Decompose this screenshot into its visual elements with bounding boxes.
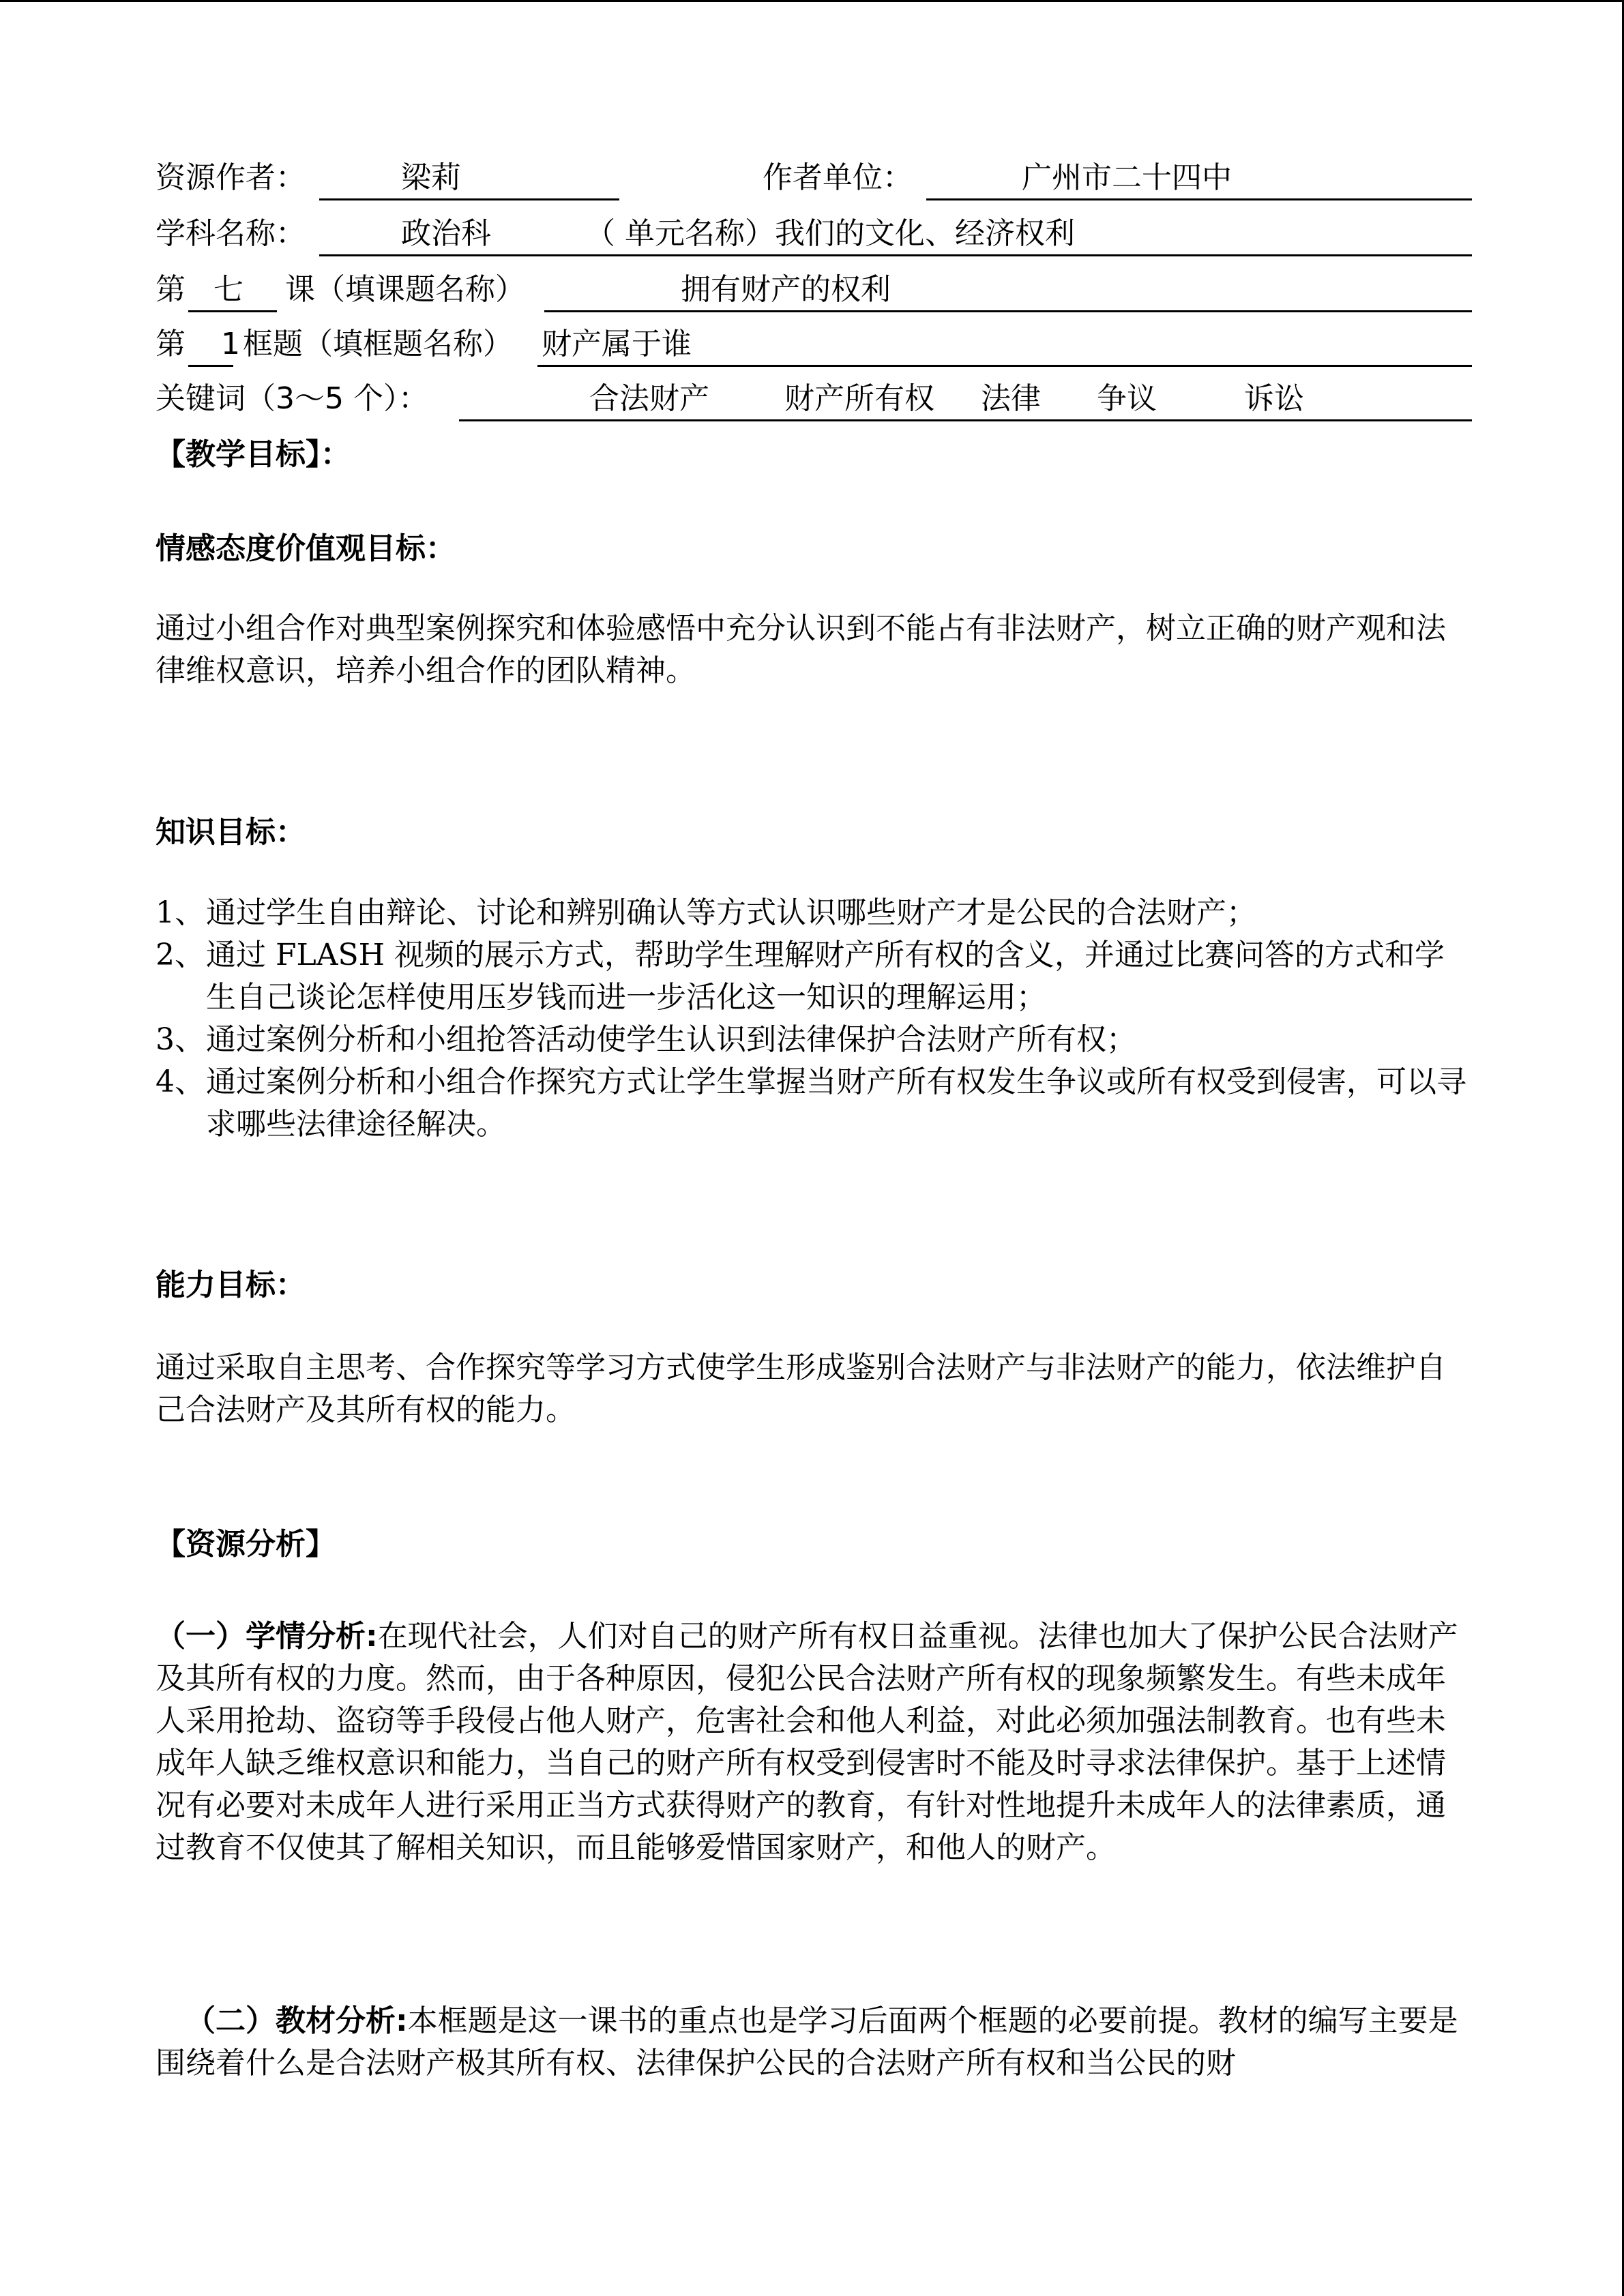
frame-row	[156, 324, 1472, 373]
subject-row	[156, 213, 1472, 263]
unit-name: （ 单元名称）我们的文化、经济权利	[585, 216, 1075, 251]
knowledge-heading: 知识目标：	[156, 815, 306, 850]
list-item	[156, 1061, 1472, 1146]
student-analysis-text: 在现代社会，人们对自己的财产所有权日益重视。法律也加大了保护公民合法财产及其所有权的力度。然而，由于各种原因，侵犯公民合法财产所有权的现象频繁发生。有些未成年人采用抢劫、盗窃等手段侵占他人财产，危害社会和他人利益，对此必须加强法制教育。也有些未成年人缺乏维权意识和能力，当自己的财产所有权受到侵害时不能及时寻求法律保护。基于上述情况有必要对未成年人进行采用正当方式获得财产的教育，有针对性地提升未成年人的法律素质，通过教育不仅使其了解相关知识，而且能够爱惜国家财产，和他人的财产。	[156, 1619, 1458, 1865]
emotion-text: 通过小组合作对典型案例探究和体验感悟中充分认识到不能占有非法财产，树立正确的财产观和法律维权意识，培养小组合作的团队精神。	[156, 611, 1446, 688]
list-item-text: 通过学生自由辩论、讨论和辨别确认等方式认识哪些财产才是公民的合法财产；	[206, 895, 1256, 930]
author-underline	[319, 158, 619, 200]
keywords-label: 关键词（3～5 个）：	[156, 381, 428, 416]
subject-label: 学科名称：	[156, 216, 306, 251]
list-item-number: 2、	[156, 938, 205, 972]
frame-prefix: 第	[156, 327, 186, 361]
keyword-5: 诉讼	[1244, 381, 1304, 416]
frame-no: 1	[221, 327, 240, 361]
frame-suffix: 框题（填框题名称）	[243, 327, 513, 361]
author-value: 梁莉	[401, 160, 461, 195]
list-item-number: 1、	[156, 895, 205, 930]
lesson-suffix: 课（填课题名称）	[285, 272, 525, 307]
list-item-number: 4、	[156, 1064, 205, 1099]
keyword-3: 法律	[981, 381, 1041, 416]
unit-label: 作者单位：	[763, 160, 913, 195]
list-item-text: 通过案例分析和小组合作探究方式让学生掌握当财产所有权发生争议或所有权受到侵害，可以寻求哪些法律途径解决。	[206, 1064, 1466, 1142]
list-item	[156, 1019, 1472, 1061]
textbook-analysis-label: （二）教材分析:	[186, 2003, 408, 2038]
emotion-heading: 情感态度价值观目标：	[156, 531, 456, 566]
student-analysis-label: （一）学情分析:	[156, 1619, 378, 1654]
keyword-4: 争议	[1097, 381, 1157, 416]
ability-text: 通过采取自主思考、合作探究等学习方式使学生形成鉴别合法财产与非法财产的能力，依法维护自己合法财产及其所有权的能力。	[156, 1350, 1446, 1427]
keywords-row	[156, 378, 1472, 428]
unit-value: 广州市二十四中	[1022, 160, 1232, 195]
keyword-2: 财产所有权	[784, 381, 934, 416]
author-row	[156, 158, 1472, 207]
author-label: 资源作者：	[156, 160, 306, 195]
lesson-prefix: 第	[156, 272, 186, 307]
student-analysis	[156, 1615, 1472, 1869]
lesson-no: 七	[213, 272, 243, 307]
lesson-row	[156, 269, 1472, 318]
subject-value: 政治科	[401, 216, 491, 251]
ability-heading: 能力目标：	[156, 1268, 306, 1302]
frame-title: 财产属于谁	[542, 327, 692, 361]
keyword-1: 合法财产	[589, 381, 709, 416]
lesson-title: 拥有财产的权利	[681, 272, 891, 307]
list-item-number: 3、	[156, 1022, 205, 1057]
analysis-heading: 【资源分析】	[156, 1527, 336, 1562]
list-item-text: 通过 FLASH 视频的展示方式，帮助学生理解财产所有权的含义，并通过比赛问答的方式和学生自己谈论怎样使用压岁钱而进一步活化这一知识的理解运用；	[206, 938, 1445, 1015]
knowledge-list	[156, 892, 1472, 1146]
list-item-text: 通过案例分析和小组抢答活动使学生认识到法律保护合法财产所有权；	[206, 1022, 1136, 1057]
textbook-analysis	[156, 2000, 1472, 2085]
textbook-analysis-text: 本框题是这一课书的重点也是学习后面两个框题的必要前提。教材的编写主要是围绕着什么是合法财产极其所有权、法律保护公民的合法财产所有权和当公民的财	[156, 2003, 1458, 2081]
list-item	[156, 892, 1472, 934]
list-item	[156, 934, 1472, 1019]
objectives-heading: 【教学目标】：	[156, 437, 351, 472]
